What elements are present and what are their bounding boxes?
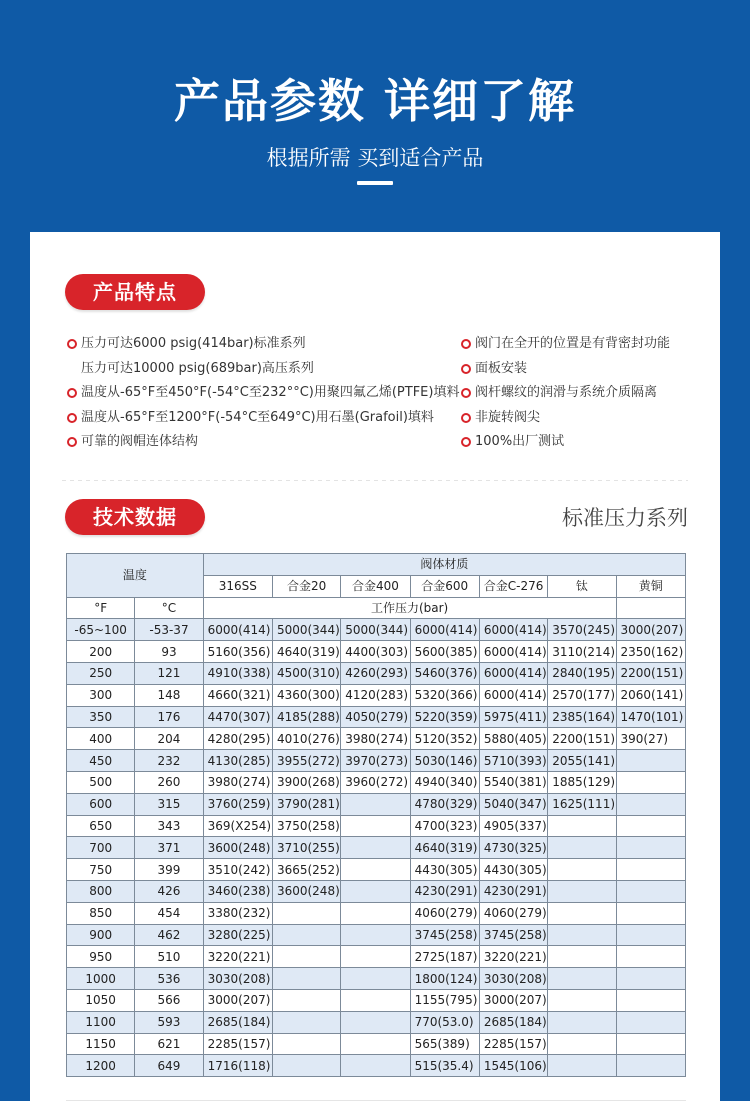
pressure-cell: 4430(305): [479, 859, 547, 881]
pressure-cell: [341, 837, 410, 859]
pressure-cell: [616, 750, 685, 772]
pressure-cell: [548, 946, 616, 968]
table-row: [67, 815, 686, 837]
table-row: [67, 771, 686, 793]
pressure-cell: 4050(279): [341, 706, 410, 728]
pressure-cell: 2350(162): [616, 641, 685, 663]
feature-item: 可靠的阀帽连体结构: [67, 430, 459, 455]
pressure-cell: 3955(272): [272, 750, 340, 772]
pressure-cell: 4120(283): [341, 684, 410, 706]
pressure-cell: 2685(184): [479, 1011, 547, 1033]
pressure-cell: 3380(232): [203, 902, 272, 924]
temp-f-cell: 1100: [67, 1011, 135, 1033]
pressure-cell: 2060(141): [616, 684, 685, 706]
temp-f-cell: 1150: [67, 1033, 135, 1055]
temp-f-cell: 300: [67, 684, 135, 706]
pressure-cell: 3510(242): [203, 859, 272, 881]
units-row: [67, 597, 686, 619]
pressure-cell: [616, 837, 685, 859]
pressure-cell: 6000(414): [479, 662, 547, 684]
pressure-cell: 6000(414): [479, 641, 547, 663]
pressure-cell: [548, 968, 616, 990]
features-list-left: [67, 332, 459, 455]
temp-f-cell: 950: [67, 946, 135, 968]
pressure-cell: 3570(245): [548, 619, 616, 641]
pressure-cell: [616, 1011, 685, 1033]
pressure-cell: 5600(385): [410, 641, 479, 663]
temp-c-cell: 649: [135, 1055, 203, 1077]
pressure-cell: [548, 989, 616, 1011]
temp-c-cell: 454: [135, 902, 203, 924]
pressure-table: [66, 553, 686, 1077]
pressure-cell: 3980(274): [203, 771, 272, 793]
temp-c-cell: 232: [135, 750, 203, 772]
unit-celsius: °C: [135, 597, 203, 619]
table-row: [67, 880, 686, 902]
pressure-cell: 3665(252): [272, 859, 340, 881]
pressure-cell: 4060(279): [479, 902, 547, 924]
pressure-cell: [616, 1055, 685, 1077]
table-row: [67, 924, 686, 946]
pressure-cell: 1625(111): [548, 793, 616, 815]
pressure-cell: 3600(248): [272, 880, 340, 902]
pressure-cell: [616, 771, 685, 793]
pressure-cell: 4060(279): [410, 902, 479, 924]
table-row: [67, 750, 686, 772]
pressure-cell: 2570(177): [548, 684, 616, 706]
pressure-cell: 4700(323): [410, 815, 479, 837]
pressure-cell: 515(35.4): [410, 1055, 479, 1077]
temp-f-cell: 800: [67, 880, 135, 902]
temp-f-cell: 350: [67, 706, 135, 728]
pressure-cell: 5540(381): [479, 771, 547, 793]
pressure-cell: 5710(393): [479, 750, 547, 772]
temp-f-cell: 650: [67, 815, 135, 837]
pressure-cell: 4400(303): [341, 641, 410, 663]
pressure-cell: 3745(258): [479, 924, 547, 946]
pressure-cell: [548, 837, 616, 859]
feature-item: 压力可达10000 psig(689bar)高压系列: [81, 360, 314, 376]
pressure-cell: 2200(151): [616, 662, 685, 684]
temp-c-cell: 536: [135, 968, 203, 990]
pressure-cell: 4905(337): [479, 815, 547, 837]
pressure-cell: 3030(208): [203, 968, 272, 990]
temp-c-cell: 315: [135, 793, 203, 815]
material-name: 合金400: [341, 575, 410, 597]
temp-c-cell: 176: [135, 706, 203, 728]
pressure-cell: 2055(141): [548, 750, 616, 772]
pressure-cell: 4940(340): [410, 771, 479, 793]
pressure-cell: [341, 989, 410, 1011]
pressure-cell: 5000(344): [341, 619, 410, 641]
feature-item: 温度从-65°F至1200°F(-54°C至649°C)用石墨(Grafoil)填料: [67, 406, 459, 431]
pressure-cell: [272, 968, 340, 990]
pressure-cell: [616, 880, 685, 902]
material-name: 合金20: [272, 575, 340, 597]
table-row: [67, 837, 686, 859]
material-name: 钛: [548, 575, 616, 597]
feature-item: 非旋转阀尖: [461, 406, 670, 431]
pressure-cell: 3000(207): [479, 989, 547, 1011]
pressure-cell: 4280(295): [203, 728, 272, 750]
pressure-cell: 3710(255): [272, 837, 340, 859]
temp-f-cell: 200: [67, 641, 135, 663]
pressure-cell: 1800(124): [410, 968, 479, 990]
pressure-cell: 5975(411): [479, 706, 547, 728]
temp-c-cell: 343: [135, 815, 203, 837]
pressure-cell: 3000(207): [203, 989, 272, 1011]
pressure-cell: 5880(405): [479, 728, 547, 750]
feature-item: 温度从-65°F至450°F(-54°C至232°°C)用聚四氟乙烯(PTFE)填料: [67, 381, 459, 406]
pressure-cell: 4430(305): [410, 859, 479, 881]
temp-c-cell: 462: [135, 924, 203, 946]
pressure-cell: 3760(259): [203, 793, 272, 815]
pressure-cell: [341, 1033, 410, 1055]
pressure-cell: 3220(221): [479, 946, 547, 968]
pressure-cell: 1716(118): [203, 1055, 272, 1077]
pressure-header: 工作压力(bar): [203, 597, 616, 619]
pressure-cell: 3790(281): [272, 793, 340, 815]
temp-f-cell: 450: [67, 750, 135, 772]
pressure-cell: 1470(101): [616, 706, 685, 728]
pressure-cell: 565(389): [410, 1033, 479, 1055]
pressure-cell: 4230(291): [479, 880, 547, 902]
temp-c-cell: 621: [135, 1033, 203, 1055]
pressure-cell: 2385(164): [548, 706, 616, 728]
temp-c-cell: 510: [135, 946, 203, 968]
pressure-cell: [272, 1011, 340, 1033]
table-header-row: [67, 554, 686, 576]
temp-c-cell: 260: [135, 771, 203, 793]
table-row: [67, 1011, 686, 1033]
pressure-cell: 6000(414): [203, 619, 272, 641]
pressure-cell: 6000(414): [410, 619, 479, 641]
series-label: 标准压力系列: [562, 506, 688, 530]
table-row: [67, 728, 686, 750]
table-row: [67, 859, 686, 881]
pressure-cell: [341, 1055, 410, 1077]
pressure-cell: [616, 989, 685, 1011]
pressure-cell: 369(X254): [203, 815, 272, 837]
hero-banner: [0, 0, 750, 232]
pressure-cell: 5320(366): [410, 684, 479, 706]
temp-c-cell: 148: [135, 684, 203, 706]
pressure-cell: 2725(187): [410, 946, 479, 968]
pressure-cell: [548, 1055, 616, 1077]
pressure-cell: 3280(225): [203, 924, 272, 946]
temp-f-cell: 1050: [67, 989, 135, 1011]
material-name: 316SS: [203, 575, 272, 597]
feature-item: 压力可达6000 psig(414bar)标准系列: [67, 332, 459, 357]
feature-item: 100%出厂测试: [461, 430, 670, 455]
pressure-cell: 4910(338): [203, 662, 272, 684]
table-row: [67, 968, 686, 990]
table-row: [67, 684, 686, 706]
pressure-cell: [341, 1011, 410, 1033]
pressure-cell: 4130(285): [203, 750, 272, 772]
pressure-cell: [616, 793, 685, 815]
pressure-cell: 3600(248): [203, 837, 272, 859]
material-name: 合金C-276: [479, 575, 547, 597]
temp-f-cell: 400: [67, 728, 135, 750]
table-row: [67, 619, 686, 641]
pressure-cell: [616, 859, 685, 881]
pressure-cell: [548, 880, 616, 902]
table-row: [67, 946, 686, 968]
temp-f-cell: 250: [67, 662, 135, 684]
pressure-cell: 4500(310): [272, 662, 340, 684]
pressure-cell: [616, 902, 685, 924]
table-row: [67, 1055, 686, 1077]
temp-f-cell: 700: [67, 837, 135, 859]
table-row: [67, 662, 686, 684]
pressure-cell: [341, 815, 410, 837]
pressure-cell: [272, 1033, 340, 1055]
pressure-cell: [616, 1033, 685, 1055]
pressure-cell: 770(53.0): [410, 1011, 479, 1033]
pressure-cell: 1155(795): [410, 989, 479, 1011]
pressure-cell: 4640(319): [272, 641, 340, 663]
pressure-cell: 1885(129): [548, 771, 616, 793]
pressure-cell: [616, 924, 685, 946]
pressure-cell: 5160(356): [203, 641, 272, 663]
feature-item: 阀门在全开的位置是有背密封功能: [461, 332, 670, 357]
pressure-cell: [548, 924, 616, 946]
pressure-cell: 5120(352): [410, 728, 479, 750]
temp-f-cell: 1000: [67, 968, 135, 990]
pressure-cell: 3000(207): [616, 619, 685, 641]
tech-section-label: 技术数据: [65, 499, 205, 535]
pressure-cell: 3460(238): [203, 880, 272, 902]
temp-f-cell: 1200: [67, 1055, 135, 1077]
pressure-cell: 4660(321): [203, 684, 272, 706]
unit-fahrenheit: °F: [67, 597, 135, 619]
temp-f-cell: 900: [67, 924, 135, 946]
pressure-cell: 4640(319): [410, 837, 479, 859]
pressure-cell: 5000(344): [272, 619, 340, 641]
pressure-cell: [341, 902, 410, 924]
pressure-cell: [616, 968, 685, 990]
pressure-cell: 2685(184): [203, 1011, 272, 1033]
pressure-cell: 2285(157): [203, 1033, 272, 1055]
pressure-cell: 4185(288): [272, 706, 340, 728]
feature-item: 阀杆螺纹的润滑与系统介质隔离: [461, 381, 670, 406]
table-row: [67, 641, 686, 663]
section-divider: [62, 480, 688, 481]
pressure-cell: 3030(208): [479, 968, 547, 990]
temp-f-cell: -65~100: [67, 619, 135, 641]
title-underline: [357, 181, 393, 185]
pressure-cell: 4780(329): [410, 793, 479, 815]
temp-c-cell: 426: [135, 880, 203, 902]
pressure-cell: [341, 946, 410, 968]
pressure-cell: [616, 815, 685, 837]
page-subtitle: 根据所需 买到适合产品: [266, 146, 484, 170]
pressure-cell: 6000(414): [479, 684, 547, 706]
pressure-cell: 3970(273): [341, 750, 410, 772]
pressure-cell: 4260(293): [341, 662, 410, 684]
table-body: [67, 619, 686, 1077]
table-row: [67, 793, 686, 815]
temp-f-cell: 750: [67, 859, 135, 881]
features-section-label: 产品特点: [65, 274, 205, 310]
temp-c-cell: 593: [135, 1011, 203, 1033]
temp-c-cell: 204: [135, 728, 203, 750]
pressure-cell: 2200(151): [548, 728, 616, 750]
pressure-cell: 4010(276): [272, 728, 340, 750]
table-row: [67, 706, 686, 728]
pressure-cell: [272, 989, 340, 1011]
pressure-cell: 3745(258): [410, 924, 479, 946]
pressure-cell: 1545(106): [479, 1055, 547, 1077]
table-row: [67, 902, 686, 924]
temp-c-cell: 371: [135, 837, 203, 859]
material-name: 合金600: [410, 575, 479, 597]
pressure-cell: 4230(291): [410, 880, 479, 902]
temp-c-cell: 93: [135, 641, 203, 663]
pressure-cell: 5030(146): [410, 750, 479, 772]
pressure-cell: 4730(325): [479, 837, 547, 859]
material-name: 黄铜: [616, 575, 685, 597]
pressure-cell: [616, 946, 685, 968]
pressure-cell: [548, 1011, 616, 1033]
pressure-cell: [341, 880, 410, 902]
pressure-cell: 6000(414): [479, 619, 547, 641]
pressure-cell: 4360(300): [272, 684, 340, 706]
temp-c-cell: 566: [135, 989, 203, 1011]
pressure-cell: 2285(157): [479, 1033, 547, 1055]
pressure-cell: [548, 815, 616, 837]
pressure-cell: 3220(221): [203, 946, 272, 968]
material-header: 阀体材质: [203, 554, 685, 576]
pressure-cell: [341, 793, 410, 815]
pressure-cell: 3900(268): [272, 771, 340, 793]
temp-c-cell: 121: [135, 662, 203, 684]
pressure-cell: [341, 968, 410, 990]
pressure-cell: [548, 859, 616, 881]
pressure-cell: 3750(258): [272, 815, 340, 837]
temp-c-cell: 399: [135, 859, 203, 881]
pressure-cell: [341, 924, 410, 946]
pressure-cell: 5460(376): [410, 662, 479, 684]
content-card: [30, 232, 720, 1101]
pressure-cell: [272, 1055, 340, 1077]
pressure-cell: [341, 859, 410, 881]
pressure-cell: 3980(274): [341, 728, 410, 750]
pressure-cell: 4470(307): [203, 706, 272, 728]
pressure-cell: [548, 1033, 616, 1055]
pressure-cell: [272, 902, 340, 924]
pressure-cell: 5220(359): [410, 706, 479, 728]
feature-item: 面板安装: [461, 357, 670, 382]
table-row: [67, 989, 686, 1011]
pressure-cell: [272, 924, 340, 946]
pressure-cell: 2840(195): [548, 662, 616, 684]
table-row: [67, 1033, 686, 1055]
pressure-cell: 3960(272): [341, 771, 410, 793]
temp-f-cell: 500: [67, 771, 135, 793]
temperature-header: 温度: [67, 554, 204, 598]
pressure-cell: 3110(214): [548, 641, 616, 663]
features-list-right: [461, 332, 670, 455]
page-title: 产品参数 详细了解: [173, 74, 576, 128]
pressure-cell: [272, 946, 340, 968]
empty-cell: [616, 597, 685, 619]
temp-f-cell: 600: [67, 793, 135, 815]
pressure-cell: [548, 902, 616, 924]
pressure-cell: 390(27): [616, 728, 685, 750]
temp-f-cell: 850: [67, 902, 135, 924]
temp-c-cell: -53-37: [135, 619, 203, 641]
pressure-cell: 5040(347): [479, 793, 547, 815]
